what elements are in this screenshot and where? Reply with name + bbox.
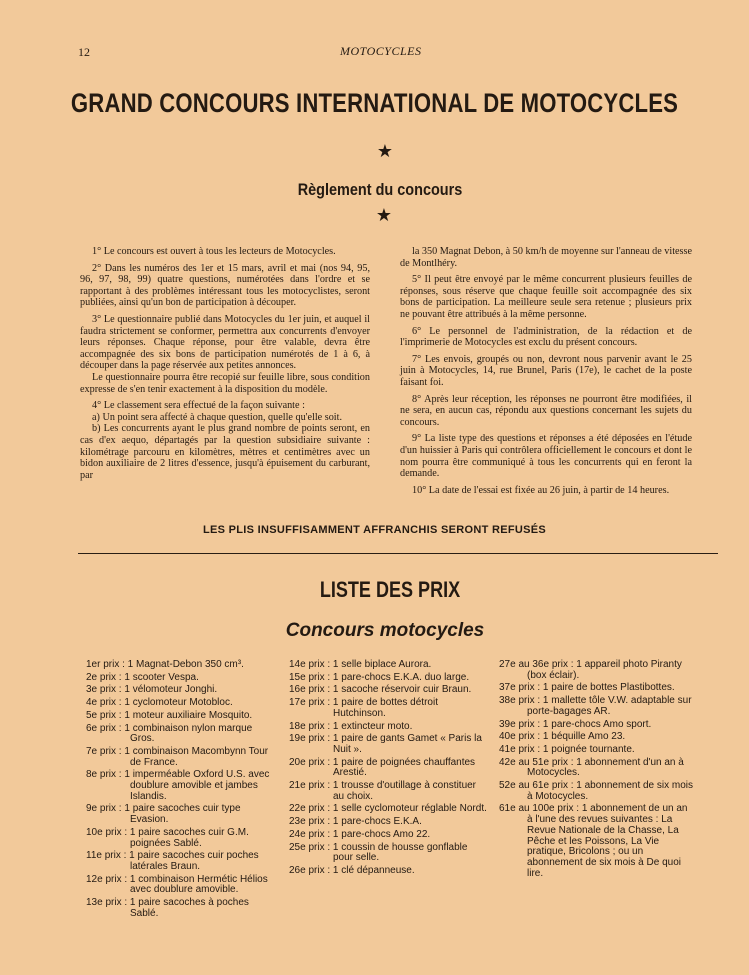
- contest-title: GRAND CONCOURS INTERNATIONAL DE MOTOCYCLES: [70, 88, 679, 118]
- prize-item: 11e prix : 1 paire sacoches cuir poches latérales Braun.: [86, 850, 259, 872]
- prize-item: 6e prix : 1 combinaison nylon marque Gros.: [86, 722, 253, 745]
- prize-item: 41e prix : 1 poignée tournante.: [499, 743, 635, 755]
- prize-item: 37e prix : 1 paire de bottes Plastibottes.: [499, 682, 675, 694]
- rule-paragraph: 8° Après leur réception, les réponses ne pourront être modifiées, il ne sera, en aucun cas, répondu aux questions concernant les sujets du concours.: [400, 393, 692, 428]
- prize-item: 10e prix : 1 paire sacoches cuir G.M. poignées Sablé.: [86, 826, 249, 849]
- prize-item: 17e prix : 1 paire de bottes détroit Hutchinson.: [289, 697, 438, 719]
- rules-subtitle: Règlement du concours: [297, 180, 463, 199]
- concours-subtitle: Concours motocycles: [285, 620, 485, 641]
- page-number: 12: [78, 45, 90, 59]
- prize-item: 39e prix : 1 pare-chocs Amo sport.: [499, 718, 652, 730]
- prize-item: 19e prix : 1 paire de gants Gamet « Paris la Nuit ».: [289, 733, 482, 755]
- prize-item: 16e prix : 1 sacoche réservoir cuir Braun.: [289, 684, 472, 696]
- prize-item: 26e prix : 1 clé dépanneuse.: [289, 864, 415, 876]
- rule-paragraph: 2° Dans les numéros des 1er et 15 mars, avril et mai (nos 94, 95, 96, 97, 98, 99) quatre questions, numérotées dans l'ordre et se rapportant à des problèmes intéressant tous les motocyclistes, seront publiées, ainsi qu'un bon de participation à découper.: [80, 262, 370, 309]
- prize-item: 25e prix : 1 coussin de housse gonflable pour selle.: [289, 841, 468, 864]
- prize-item: 42e au 51e prix : 1 abonnement d'un an à Motocycles.: [499, 756, 684, 779]
- rule-paragraph: 1° Le concours est ouvert à tous les lecteurs de Motocycles.: [92, 246, 336, 257]
- prize-item: 38e prix : 1 mallette tôle V.W. adaptable sur porte-bagages AR.: [499, 695, 692, 717]
- prize-item: 13e prix : 1 paire sacoches à poches Sablé.: [86, 897, 249, 919]
- postage-notice: LES PLIS INSUFFISAMMENT AFFRANCHIS SERONT REFUSÉS: [202, 524, 547, 536]
- prize-item: 23e prix : 1 pare-chocs E.K.A.: [289, 816, 422, 828]
- star-ornament-icon: ★: [376, 141, 394, 161]
- prize-list-column-2: [289, 660, 489, 879]
- prize-item: 24e prix : 1 pare-chocs Amo 22.: [289, 828, 431, 840]
- prize-item: 15e prix : 1 pare-chocs E.K.A. duo large.: [289, 671, 470, 683]
- prize-item: 7e prix : 1 combinaison Macombynn Tour de France.: [86, 745, 269, 768]
- prize-list-column-3: [499, 660, 695, 881]
- rule-paragraph: la 350 Magnat Debon, à 50 km/h de moyenne sur l'anneau de vitesse de Montlhéry.: [400, 246, 692, 269]
- prize-item: 40e prix : 1 béquille Amo 23.: [499, 731, 626, 743]
- rules-right-column: [400, 246, 692, 501]
- rule-paragraph: 6° Le personnel de l'administration, de la rédaction et de l'imprimerie de Motocycles est exclu du présent concours.: [400, 325, 692, 349]
- rule-paragraph: 4° Le classement sera effectué de la façon suivante :: [92, 400, 305, 412]
- prize-item: 1er prix : 1 Magnat-Debon 350 cm³.: [86, 659, 244, 670]
- running-title: MOTOCYCLES: [340, 44, 422, 58]
- prize-item: 5e prix : 1 moteur auxiliaire Mosquito.: [86, 709, 253, 721]
- rule-paragraph: b) Les concurrents ayant le plus grand nombre de points seront, en cas d'ex aequo, départagés par la question subsidiaire suivante : kilométrage parcouru en kilomètres, mètres et centimètres avec un bidon auxiliaire de 2 litres d'essence, jusqu'à épuisement du carburant, par: [80, 423, 370, 481]
- prize-item: 21e prix : 1 trousse d'outillage à constituer au choix.: [289, 780, 477, 802]
- prize-item: 52e au 61e prix : 1 abonnement de six mois à Motocycles.: [499, 780, 694, 802]
- prize-item: 61e au 100e prix : 1 abonnement de un an à l'une des revues suivantes : La Revue Nationale de la Chasse, La Pêche et les Poissons, La Vie pratique, Bricolons ; ou un abonnement de six mois à De quoi lire.: [499, 803, 688, 879]
- prize-item: 20e prix : 1 paire de poignées chauffantes Arestié.: [289, 756, 476, 779]
- section-divider: [78, 553, 718, 554]
- rule-paragraph: 10° La date de l'essai est fixée au 26 juin, à partir de 14 heures.: [412, 484, 670, 496]
- rule-paragraph: a) Un point sera affecté à chaque question, quelle qu'elle soit.: [92, 411, 343, 423]
- prize-item: 12e prix : 1 combinaison Hermétic Hélios avec doublure amovible.: [86, 873, 268, 896]
- rules-left-column: [80, 246, 370, 481]
- prize-list-title: LISTE DES PRIX: [319, 577, 461, 602]
- rule-paragraph: 9° La liste type des questions et réponses a été déposées en l'étude d'un huissier à Paris qui contrôlera officiellement le concours et dont le nom pourra être communiqué à tous les concurrents qui en feront la demande.: [400, 433, 692, 480]
- rule-paragraph: 7° Les envois, groupés ou non, devront nous parvenir avant le 25 juin à Motocycles, 14, rue Brunel, Paris (17e), le cachet de la poste faisant foi.: [400, 353, 692, 388]
- prize-item: 9e prix : 1 paire sacoches cuir type Evasion.: [86, 803, 241, 826]
- prize-item: 18e prix : 1 extincteur moto.: [289, 720, 413, 732]
- prize-item: 3e prix : 1 vélomoteur Jonghi.: [86, 684, 218, 696]
- rule-paragraph: 5° Il peut être envoyé par le même concurrent plusieurs feuilles de réponses, sous réserve que chaque feuille soit accompagnée des six bons de participation. La meilleure seule sera retenue ; plusieurs prix ne pouvant être attribués à la même personne.: [400, 274, 692, 320]
- prize-item: 27e au 36e prix : 1 appareil photo Piranty (box éclair).: [499, 659, 682, 681]
- prize-item: 14e prix : 1 selle biplace Aurora.: [289, 659, 432, 670]
- rule-paragraph: 3° Le questionnaire publié dans Motocycles du 1er juin, et auquel il faudra strictement se conformer, permettra aux concurrents d'envoyer leurs réponses. Chaque réponse, pour être valable, devra être accompagnée des six bons de participation numérotés de 1 à 6, à découper dans la page réservée aux petites annonces.: [80, 313, 370, 372]
- rule-paragraph: Le questionnaire pourra être recopié sur feuille libre, sous condition expresse de s'en tenir exactement à la disposition du modèle.: [80, 371, 370, 395]
- prize-item: 8e prix : 1 imperméable Oxford U.S. avec doublure amovible et jambes Islandis.: [86, 769, 270, 802]
- prize-list-column-1: [86, 660, 276, 921]
- prize-item: 2e prix : 1 scooter Vespa.: [86, 671, 199, 683]
- star-ornament-icon: ★: [375, 205, 393, 225]
- prize-item: 22e prix : 1 selle cyclomoteur réglable Nordt.: [289, 803, 487, 815]
- prize-item: 4e prix : 1 cyclomoteur Motobloc.: [86, 697, 233, 709]
